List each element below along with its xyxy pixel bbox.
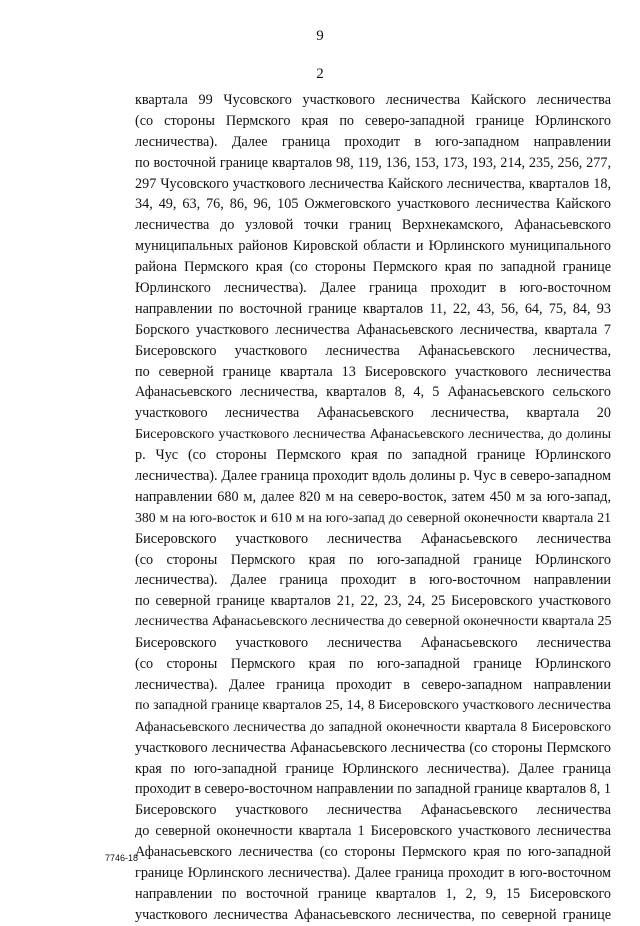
- body-line: (со стороны Пермского края по юго-западной границе Юрлинского: [135, 551, 611, 568]
- body-line: муниципальных районов Кировской области и Юрлинского муниципального: [135, 238, 611, 255]
- body-line: (со стороны Пермского края по северо-западной границе Юрлинского: [135, 112, 611, 129]
- body-line: лесничества). Далее граница проходит в юго-западном направлении: [135, 133, 611, 150]
- body-line: по западной границе кварталов 25, 14, 8 Бисеровского участкового лесничества: [135, 697, 611, 713]
- inner-page-number: 2: [316, 66, 324, 82]
- body-line: Афанасьевского лесничества (со стороны Пермского края по юго-западной: [135, 844, 611, 861]
- body-line: 297 Чусовского участкового лесничества Кайского лесничества, кварталов 18,: [135, 175, 611, 192]
- body-line: 34, 49, 63, 76, 86, 96, 105 Ожмеговского участкового лесничества Кайского: [135, 196, 611, 213]
- outer-page-number: 9: [316, 28, 324, 44]
- document-code: 7746-18: [105, 853, 139, 863]
- body-line: квартала 99 Чусовского участкового лесничества Кайского лесничества: [135, 92, 611, 108]
- body-line: проходит в северо-восточном направлении по западной границе кварталов 8, 1: [135, 781, 611, 798]
- body-line: лесничества Афанасьевского лесничества до северной оконечности квартала 25: [135, 614, 611, 630]
- body-line: лесничества до узловой точки границ Верхнекамского, Афанасьевского: [135, 217, 611, 234]
- body-line: Бисеровского участкового лесничества Афанасьевского лесничества,: [135, 342, 611, 359]
- body-line: Борского участкового лесничества Афанасьевского лесничества, квартала 7: [135, 321, 611, 338]
- body-line: направлении 680 м, далее 820 м на северо-восток, затем 450 м за юго-запад,: [135, 488, 611, 505]
- body-line: лесничества). Далее граница проходит в юго-восточном направлении: [135, 572, 611, 589]
- body-line: до северной оконечности квартала 1 Бисеровского участкового лесничества: [135, 823, 611, 840]
- body-line: Бисеровского участкового лесничества Афанасьевского лесничества, до долины: [135, 426, 611, 442]
- body-line: р. Чус (со стороны Пермского края по западной границе Юрлинского: [135, 447, 611, 464]
- body-line: 380 м на юго-восток и 610 м на юго-запад до северной оконечности квартала 21: [135, 509, 611, 525]
- body-line: Афанасьевского лесничества до западной оконечности квартала 8 Бисеровского: [135, 718, 611, 734]
- body-line: границе Юрлинского лесничества). Далее граница проходит в юго-восточном: [135, 864, 611, 881]
- body-line: участкового лесничества Афанасьевского лесничества, по северной границе: [135, 906, 611, 923]
- body-line: по восточной границе кварталов 98, 119, 136, 153, 173, 193, 214, 235, 256, 277,: [135, 154, 611, 171]
- body-line: края по юго-западной границе Юрлинского лесничества). Далее граница: [135, 760, 611, 777]
- body-line: Бисеровского участкового лесничества Афанасьевского лесничества: [135, 635, 611, 652]
- body-line: (со стороны Пермского края по юго-западной границе Юрлинского: [135, 656, 611, 673]
- body-line: района Пермского края (со стороны Пермского края по западной границе: [135, 259, 611, 276]
- document-body-text: [135, 90, 611, 926]
- body-line: Афанасьевского лесничества, кварталов 8, 4, 5 Афанасьевского сельского: [135, 384, 611, 401]
- body-line: Бисеровского участкового лесничества Афанасьевского лесничества: [135, 530, 611, 547]
- body-line: по северной границе квартала 13 Бисеровского участкового лесничества: [135, 363, 611, 380]
- body-line: Юрлинского лесничества). Далее граница проходит в юго-восточном: [135, 280, 611, 297]
- body-line: лесничества). Далее граница проходит вдоль долины р. Чус в северо-западном: [135, 468, 611, 485]
- body-line: Бисеровского участкового лесничества Афанасьевского лесничества: [135, 802, 611, 819]
- body-line: лесничества). Далее граница проходит в северо-западном направлении: [135, 676, 611, 693]
- body-line: по северной границе кварталов 21, 22, 23, 24, 25 Бисеровского участкового: [135, 593, 611, 610]
- body-line: участкового лесничества Афанасьевского лесничества (со стороны Пермского: [135, 739, 611, 756]
- body-line: участкового лесничества Афанасьевского лесничества, квартала 20: [135, 405, 611, 422]
- body-line: направлении по восточной границе кварталов 11, 22, 43, 56, 64, 75, 84, 93: [135, 300, 611, 317]
- body-line: направлении по восточной границе кварталов 1, 2, 9, 15 Бисеровского: [135, 885, 611, 902]
